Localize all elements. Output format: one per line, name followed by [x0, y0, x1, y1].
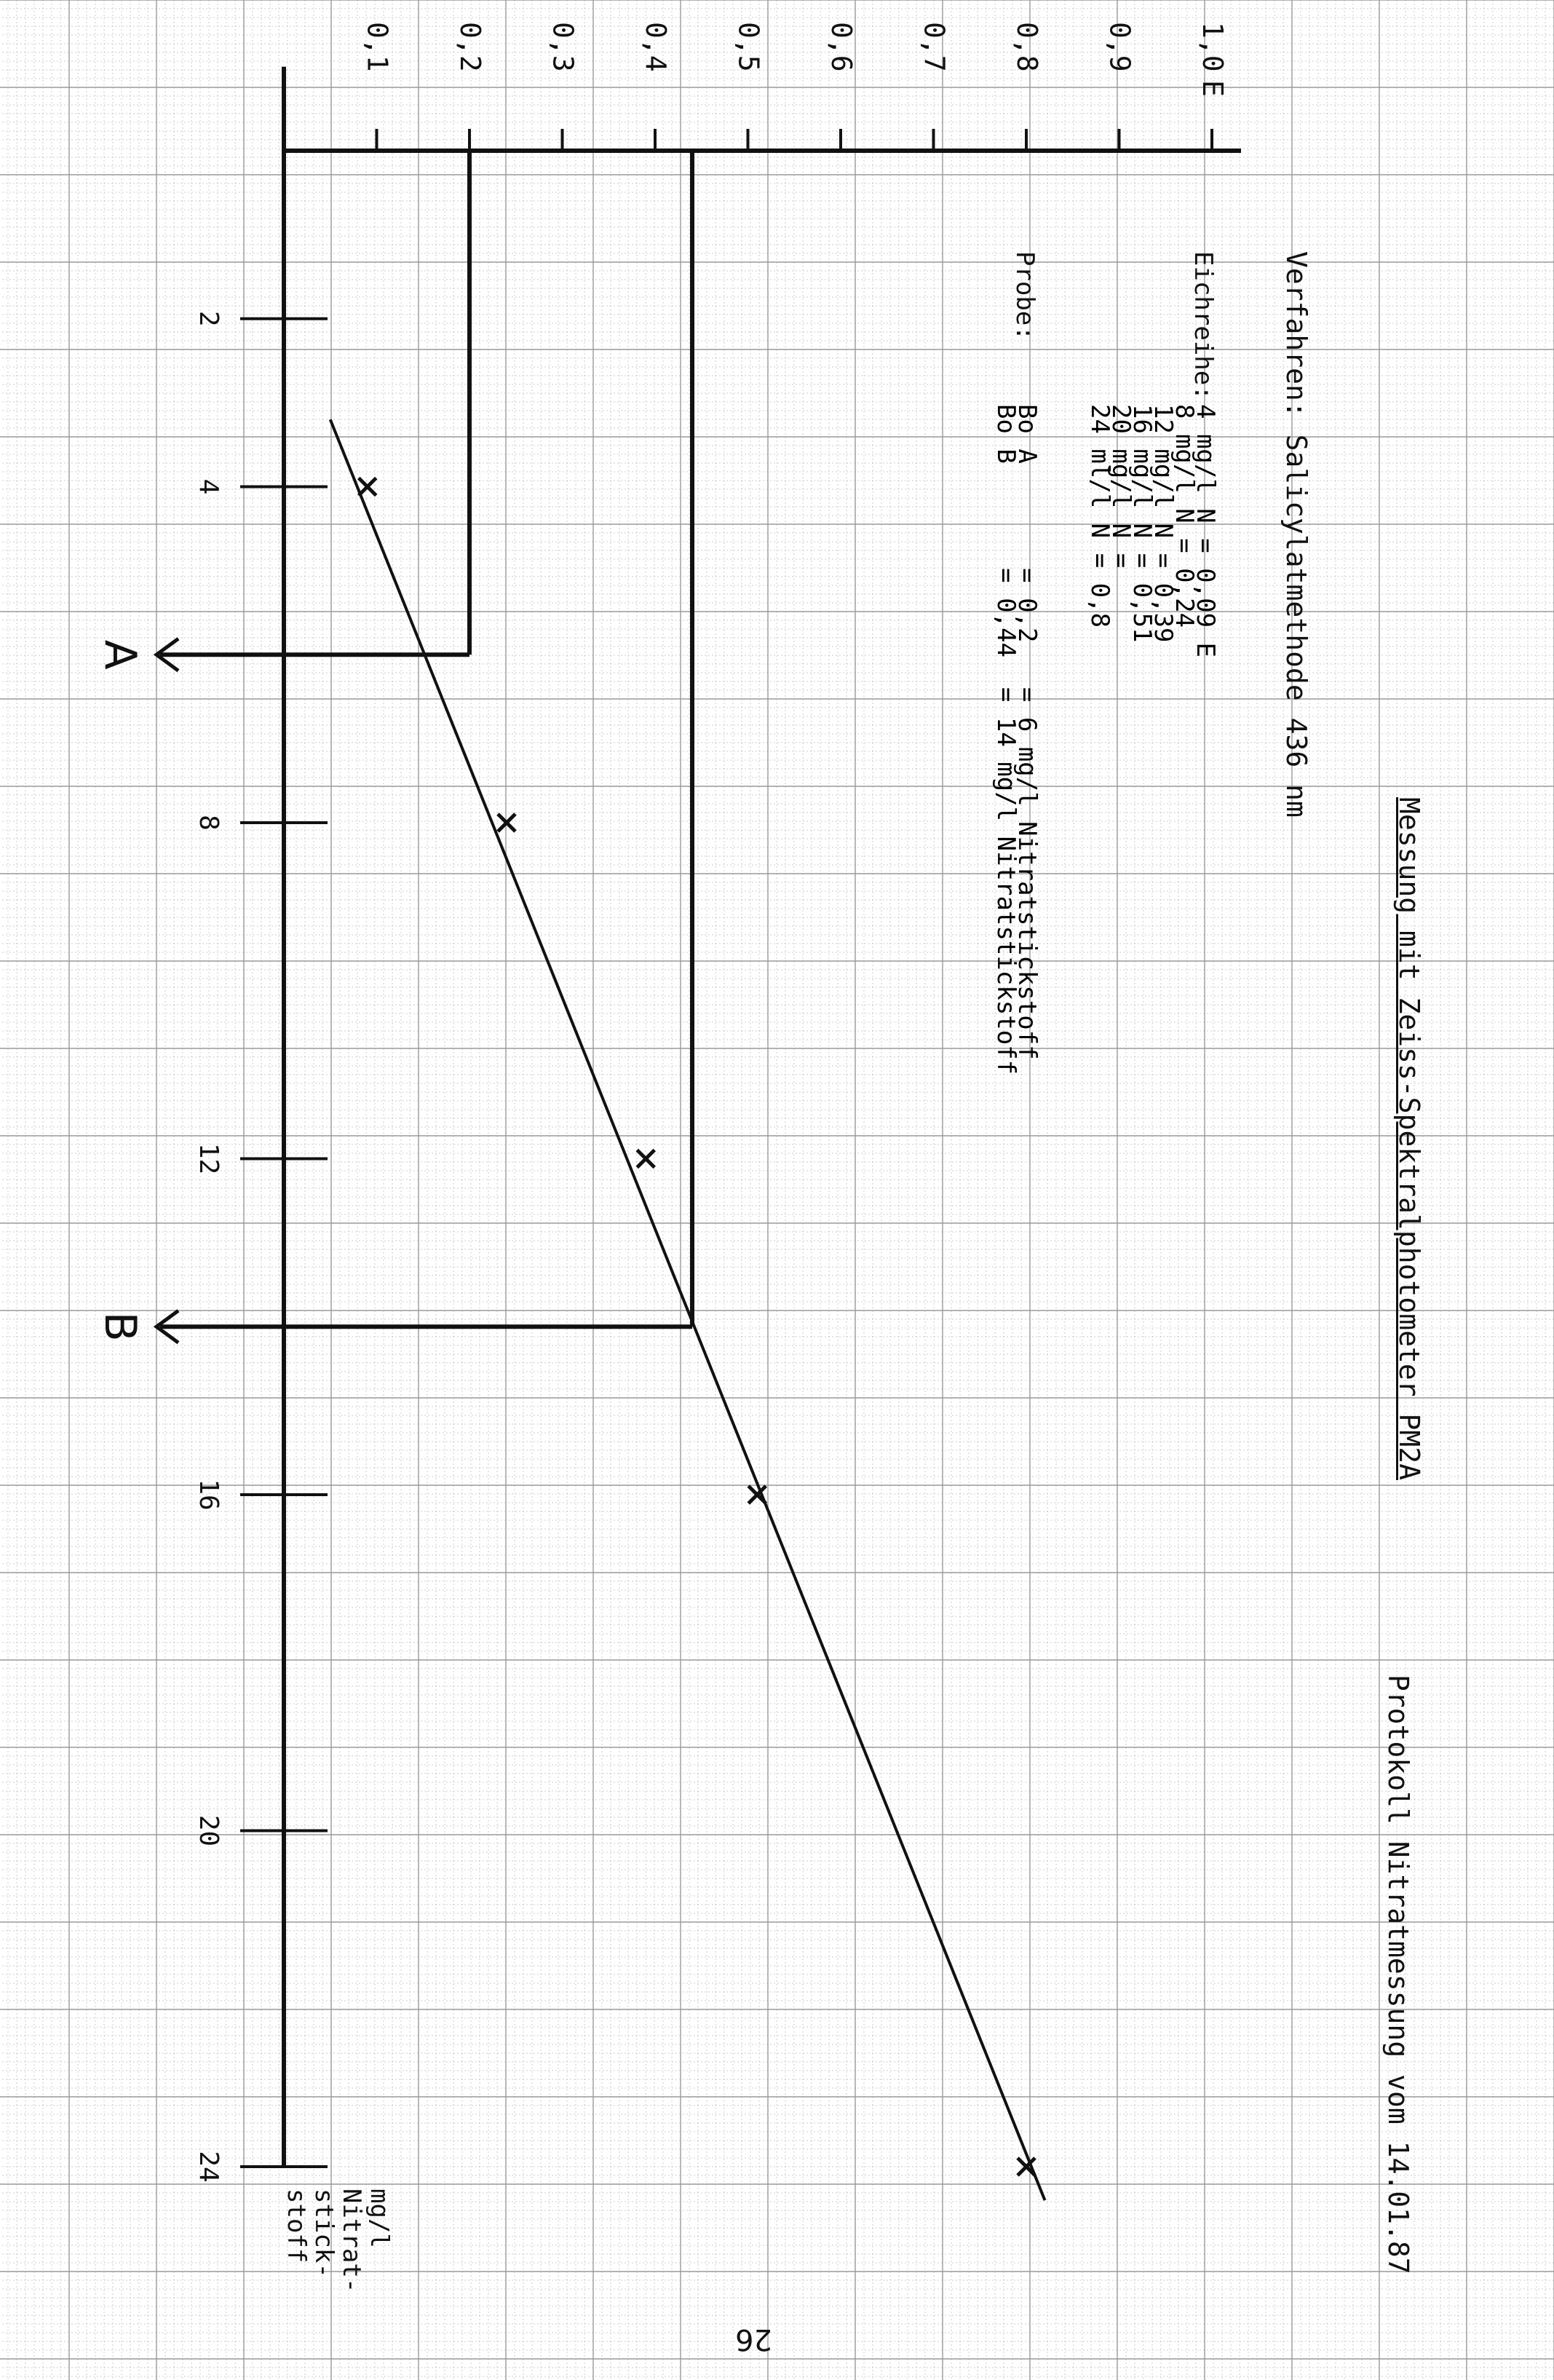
calibration-line: 24 ml/l N = 0,8 — [1085, 404, 1114, 628]
calibration-label: Eichreihe: — [1189, 251, 1218, 400]
y-tick-label: 0,7 — [918, 22, 951, 72]
page-number: 26 — [735, 2322, 772, 2356]
sample-label: Probe: — [1010, 251, 1039, 341]
x-tick-label: 24 — [194, 2151, 223, 2183]
sample-list — [991, 404, 1042, 1075]
x-tick-label: 8 — [194, 815, 223, 831]
reading-label: B — [95, 1311, 146, 1342]
calibration-line: 16 mg/l N = 0,51 — [1127, 404, 1157, 643]
y-tick-label: 0,9 — [1103, 22, 1136, 72]
y-tick-label: 0,5 — [732, 22, 765, 72]
calibration-line: 20 mg/l N = — [1106, 404, 1135, 569]
y-axis-label: E — [1197, 80, 1229, 97]
x-tick-label: 16 — [194, 1479, 223, 1511]
y-tick-label: 0,6 — [825, 22, 857, 72]
y-tick-label: 0,8 — [1011, 22, 1043, 72]
reading-label: A — [95, 639, 146, 670]
y-tick-label: 1,0 — [1197, 22, 1229, 72]
calibration-list — [1085, 404, 1220, 657]
calibration-line: 8 mg/l N = 0,24 — [1170, 404, 1199, 628]
measurement-title: Messung mit Zeiss-Spektralphotometer PM2A — [1393, 797, 1425, 1480]
y-tick-label: 0,1 — [361, 22, 394, 72]
calibration-line — [330, 419, 1045, 2200]
calibration-line: 12 mg/l N = 0,39 — [1149, 404, 1178, 643]
x-axis-label: mg/lNitrat-stick-stoff — [282, 2189, 394, 2293]
sample-line: Bo B = 0,44 = 14 mg/l Nitratstickstoff — [991, 404, 1020, 1075]
protocol-title: Protokoll Nitratmessung vom 14.01.87 — [1382, 1675, 1414, 2274]
sample-line: Bo A = 0,2 = 6 mg/l Nitratstickstoff — [1012, 404, 1042, 1060]
y-tick-label: 0,4 — [640, 22, 672, 72]
x-tick-label: 2 — [194, 310, 223, 327]
x-tick-label: 12 — [194, 1142, 223, 1175]
calibration-line: 4 mg/l N = 0,09 E — [1191, 404, 1220, 657]
y-tick-label: 0,3 — [547, 22, 579, 72]
procedure-label: Verfahren: Salicylatmethode 436 nm — [1280, 251, 1312, 818]
y-tick-label: 0,2 — [454, 22, 486, 72]
x-tick-label: 4 — [194, 478, 223, 495]
x-tick-label: 20 — [194, 1814, 223, 1847]
